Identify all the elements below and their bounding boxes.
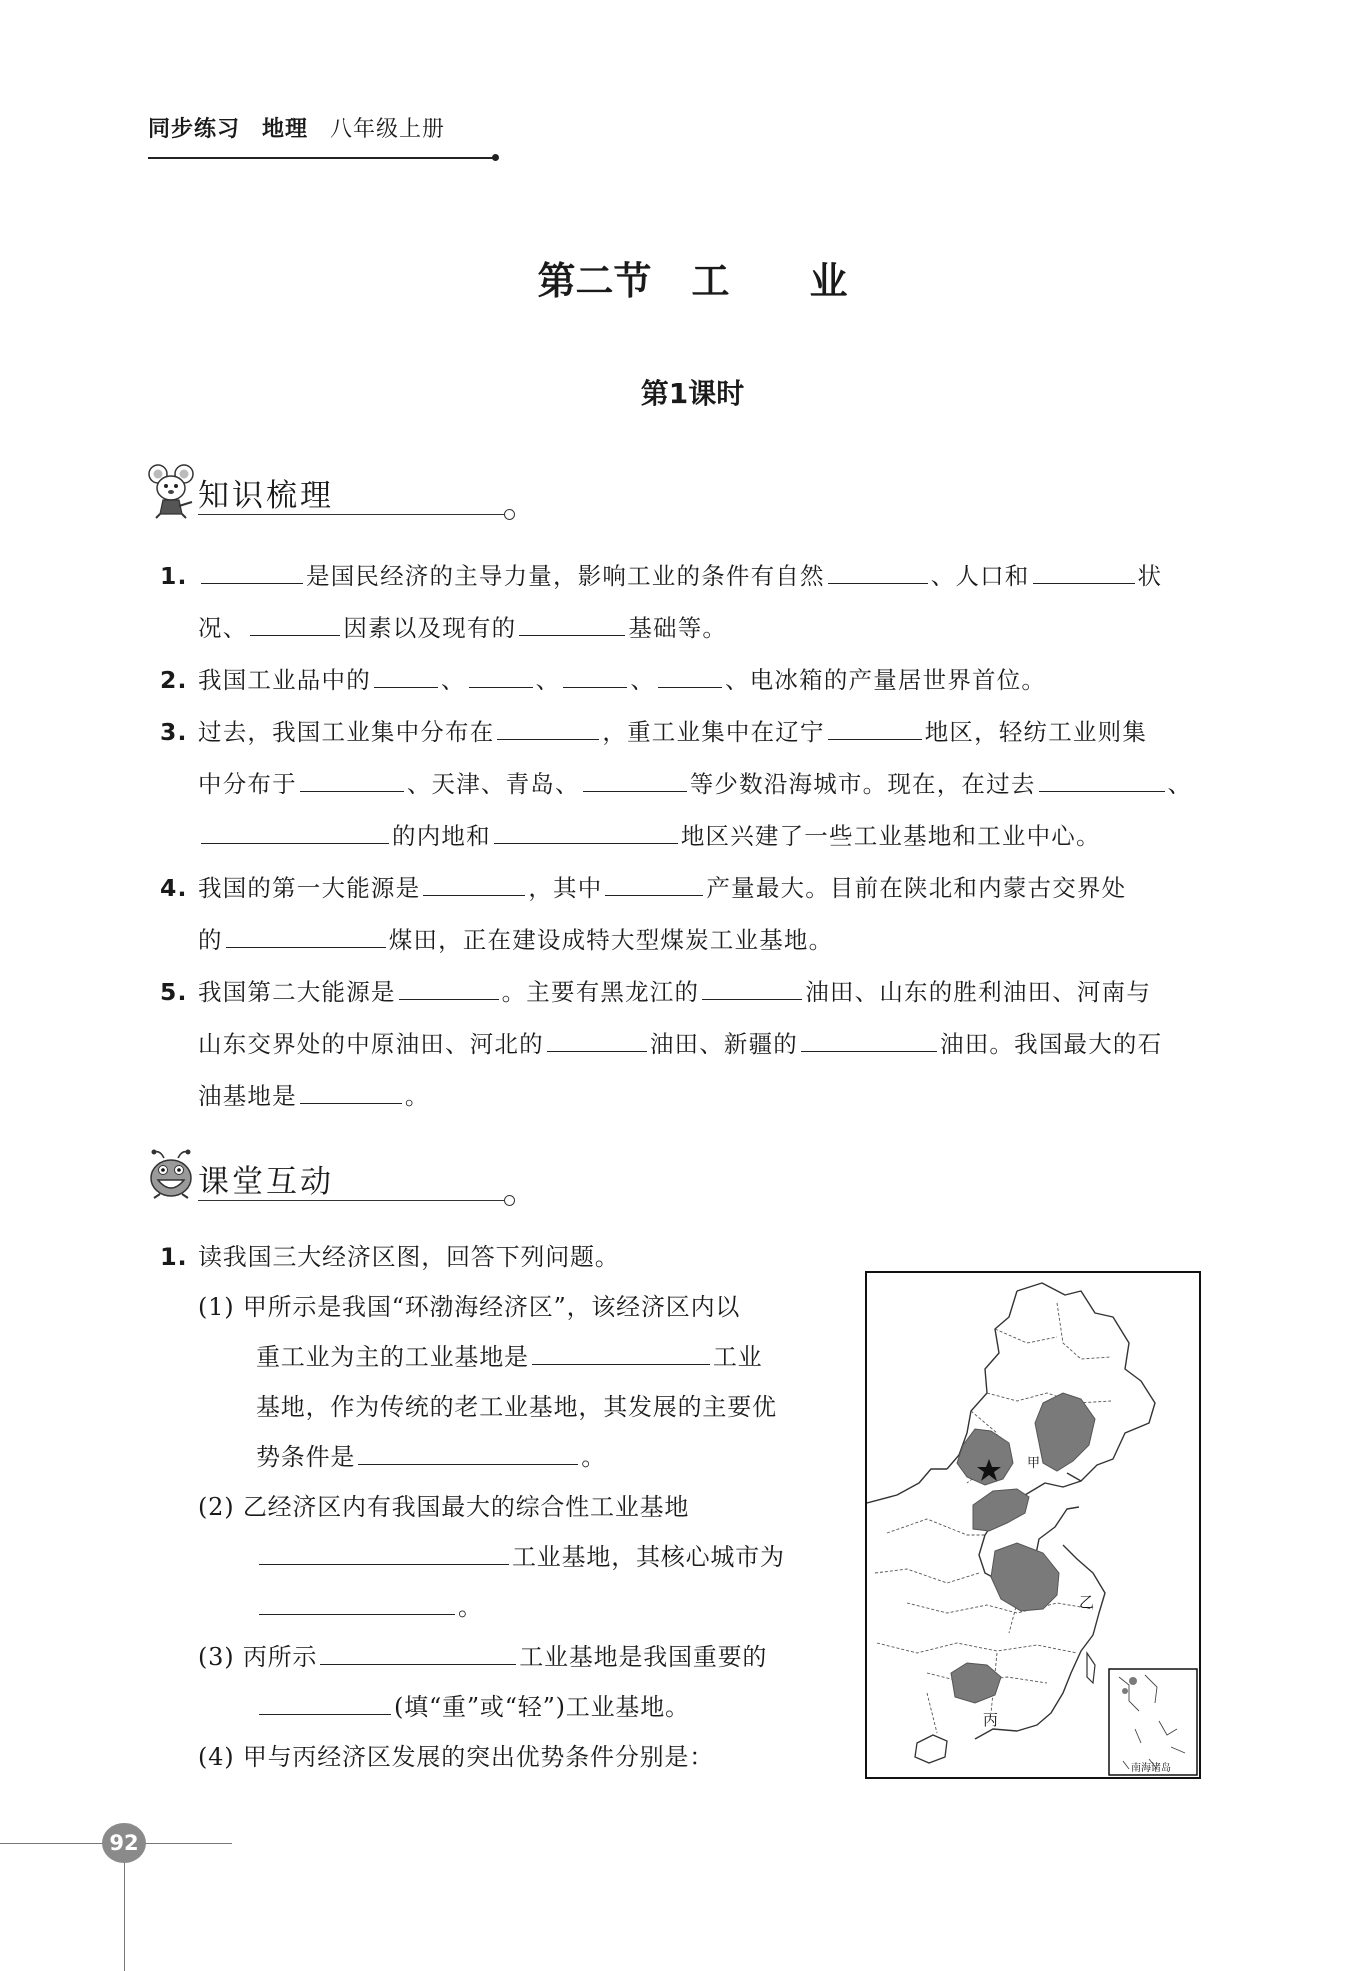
knowledge-q2: 2. 我国工业品中的 、 、 、 、电冰箱的产量居世界首位。 — [160, 654, 1046, 706]
blank[interactable] — [828, 559, 928, 584]
classroom-q1-part4-line1: (4) 甲与丙经济区发展的突出优势条件分别是： — [198, 1743, 715, 1771]
knowledge-q3-line3: 的内地和 地区兴建了一些工业基地和工业中心。 — [160, 810, 1101, 862]
blank[interactable] — [828, 715, 922, 740]
economic-zones-map — [865, 1271, 1201, 1779]
classroom-q1-stem: 1. 读我国三大经济区图，回答下列问题。 — [160, 1243, 620, 1271]
header-series: 同步练习 — [148, 117, 241, 142]
classroom-q1-part1-line2: 重工业为主的工业基地是 工业 — [256, 1332, 762, 1382]
blank[interactable] — [374, 663, 438, 688]
knowledge-q3-line1: 3. 过去，我国工业集中分布在 ，重工业集中在辽宁 地区，轻纺工业则集 — [160, 706, 1147, 758]
knowledge-q5-line2: 山东交界处的中原油田、河北的 油田、新疆的 油田。我国最大的石 — [160, 1018, 1162, 1070]
blank[interactable] — [1039, 767, 1165, 792]
title-section: 第二节 — [537, 258, 652, 303]
map-label-yi: 乙 — [1079, 1593, 1095, 1611]
blank[interactable] — [300, 767, 404, 792]
section-classroom-heading — [146, 1148, 526, 1208]
blank[interactable] — [658, 663, 722, 688]
blank[interactable] — [358, 1440, 578, 1465]
classroom-q1-part1-line4: 势条件是 。 — [256, 1432, 606, 1482]
header-grade: 八年级上册 — [330, 117, 446, 142]
blank[interactable] — [250, 611, 340, 636]
blank[interactable] — [201, 559, 303, 584]
knowledge-q4-line1: 4. 我国的第一大能源是 ，其中 产量最大。目前在陕北和内蒙古交界处 — [160, 862, 1126, 914]
blank[interactable] — [497, 715, 599, 740]
knowledge-q3-line2: 中分布于 、天津、青岛、 等少数沿海城市。现在，在过去 、 — [160, 758, 1192, 810]
classroom-q1-part2-line3: 。 — [256, 1582, 483, 1632]
blank[interactable] — [702, 975, 802, 1000]
classroom-q1-part3-line2: (填“重”或“轻”)工业基地。 — [256, 1682, 690, 1732]
blank[interactable] — [583, 767, 687, 792]
map-label-bing: 丙 — [983, 1711, 999, 1729]
blank[interactable] — [1033, 559, 1135, 584]
blank[interactable] — [494, 819, 678, 844]
section-classroom-label: 课堂互动 — [198, 1164, 334, 1200]
blank[interactable] — [519, 611, 625, 636]
blank[interactable] — [801, 1027, 937, 1052]
blank[interactable] — [563, 663, 627, 688]
blank[interactable] — [259, 1590, 455, 1615]
knowledge-q1-line2: 况、 因素以及现有的 基础等。 — [160, 602, 727, 654]
blank[interactable] — [320, 1640, 516, 1665]
header-rule-dot — [492, 154, 499, 161]
classroom-q1-part2-line1: (2) 乙经济区内有我国最大的综合性工业基地 — [198, 1493, 690, 1521]
blank[interactable] — [259, 1540, 509, 1565]
section-knowledge-heading — [146, 462, 526, 522]
header-subject: 地理 — [262, 117, 309, 142]
title-word-1: 工 — [691, 258, 730, 303]
knowledge-q5-line3: 油基地是 。 — [160, 1070, 430, 1122]
mouse-mascot-icon — [146, 462, 198, 520]
blank[interactable] — [469, 663, 533, 688]
blank[interactable] — [300, 1079, 402, 1104]
china-east-map — [867, 1273, 1199, 1777]
map-inset-label: 南海诸岛 — [1131, 1763, 1171, 1774]
page-number: 92 — [102, 1823, 146, 1863]
knowledge-q1-line1: 1. 是国民经济的主导力量，影响工业的条件有自然 、人口和 状 — [160, 550, 1162, 602]
map-label-jia: 甲 — [1027, 1456, 1041, 1471]
title-word-2: 业 — [809, 258, 848, 303]
classroom-q1-part2-line2: 工业基地，其核心城市为 — [256, 1532, 785, 1582]
laughing-bug-mascot-icon — [146, 1148, 198, 1206]
blank[interactable] — [532, 1340, 710, 1365]
blank[interactable] — [423, 871, 525, 896]
classroom-q1-part3-line1: (3) 丙所示 工业基地是我国重要的 — [198, 1632, 767, 1682]
running-header — [148, 112, 445, 143]
blank[interactable] — [399, 975, 499, 1000]
section-knowledge-label: 知识梳理 — [198, 478, 334, 514]
blank[interactable] — [259, 1690, 391, 1715]
blank[interactable] — [605, 871, 703, 896]
blank[interactable] — [201, 819, 389, 844]
blank[interactable] — [226, 923, 386, 948]
page-title — [0, 250, 1350, 305]
blank[interactable] — [547, 1027, 647, 1052]
header-rule — [148, 157, 494, 159]
classroom-q1-part1-line1: (1) 甲所示是我国“环渤海经济区”，该经济区内以 — [198, 1293, 741, 1321]
lesson-subtitle: 第1课时 — [640, 377, 745, 410]
classroom-q1-part1-line3: 基地，作为传统的老工业基地，其发展的主要优 — [256, 1393, 777, 1421]
knowledge-q4-line2: 的 煤田，正在建设成特大型煤炭工业基地。 — [160, 914, 833, 966]
knowledge-q5-line1: 5. 我国第二大能源是 。主要有黑龙江的 油田、山东的胜利油田、河南与 — [160, 966, 1151, 1018]
